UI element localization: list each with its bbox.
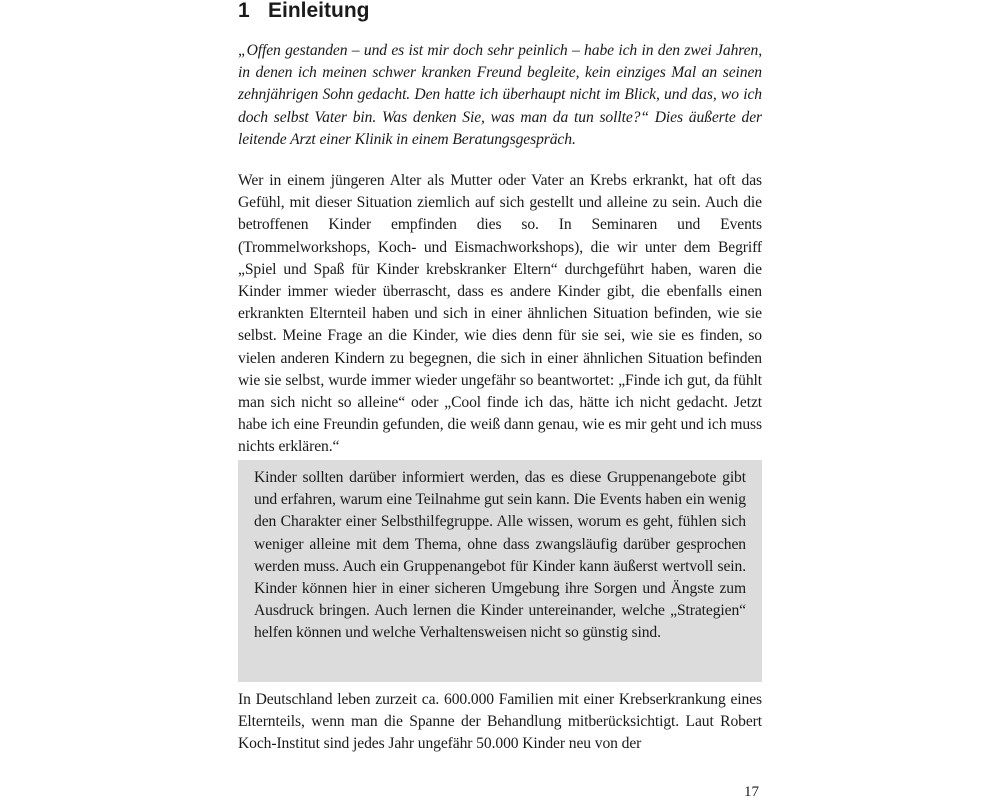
highlight-box-text: Kinder sollten darüber informiert werden, das es diese Gruppenangebote gibt und erfahren, warum eine Teilnahme gut sein kann. Die Events haben ein wenig den Charakter einer Selbsthilfegruppe. Alle wissen, worum es geht, fühlen sich weniger alleine mit dem Thema, ohne dass zwangsläufig darüber gesprochen werden muss. Auch ein Gruppenangebot für Kinder kann äußerst wertvoll sein. Kinder können hier in einer sicheren Umgebung ihre Sorgen und Ängste zum Ausdruck bringen. Auch lernen die Kinder untereinander, welche „Strategien“ helfen können und welche Verhaltensweisen nicht so günstig sind.	[254, 469, 746, 642]
chapter-title: Einleitung	[268, 0, 370, 22]
chapter-heading	[238, 0, 370, 25]
opening-quote: „Offen gestanden – und es ist mir doch sehr peinlich – habe ich in den zwei Jahren, in denen ich meinen schwer kranken Freund begleite, kein einziges Mal an seinen zehnjährigen Sohn gedacht. Den hatte ich überhaupt nicht im Blick, und das, wo ich doch selbst Vater bin. Was denken Sie, was man da tun sollte?“ Dies äußerte der leitende Arzt einer Klinik in einem Beratungsgespräch.	[238, 42, 762, 148]
chapter-number: 1	[238, 0, 250, 22]
body-paragraph-1: Wer in einem jüngeren Alter als Mutter oder Vater an Krebs erkrankt, hat oft das Gefühl, mit dieser Situation ziemlich auf sich gestellt und alleine zu sein. Auch die betroffenen Kinder empfinden dies so. In Seminaren und Events (Trommelworkshops, Koch- und Eismachworkshops), die wir unter dem Begriff „Spiel und Spaß für Kinder krebskranker Eltern“ durchgeführt haben, waren die Kinder immer wieder überrascht, dass es andere Kinder gibt, die ebenfalls einen erkrankten Elternteil haben und sich in einer ähnlichen Situation befinden, wie sie selbst. Meine Frage an die Kinder, wie dies denn für sie sei, wie sie es finden, so vielen anderen Kindern zu begegnen, die sich in einer ähnlichen Situation befinden wie sie selbst, wurde immer wieder ungefähr so beantwortet: „Finde ich gut, da fühlt man sich nicht so alleine“ oder „Cool finde ich das, hätte ich nicht gedacht. Jetzt habe ich eine Freundin gefunden, die weiß dann genau, wie es mir geht und ich muss nichts erklären.“	[238, 172, 762, 456]
page-number: 17	[744, 784, 759, 800]
body-paragraph-2: In Deutschland leben zurzeit ca. 600.000 Familien mit einer Krebserkrankung eines Elternteils, wenn man die Spanne der Behandlung mitberücksichtigt. Laut Robert Koch-Institut sind jedes Jahr ungefähr 50.000 Kinder neu von der	[238, 691, 762, 753]
highlight-box	[238, 460, 762, 682]
